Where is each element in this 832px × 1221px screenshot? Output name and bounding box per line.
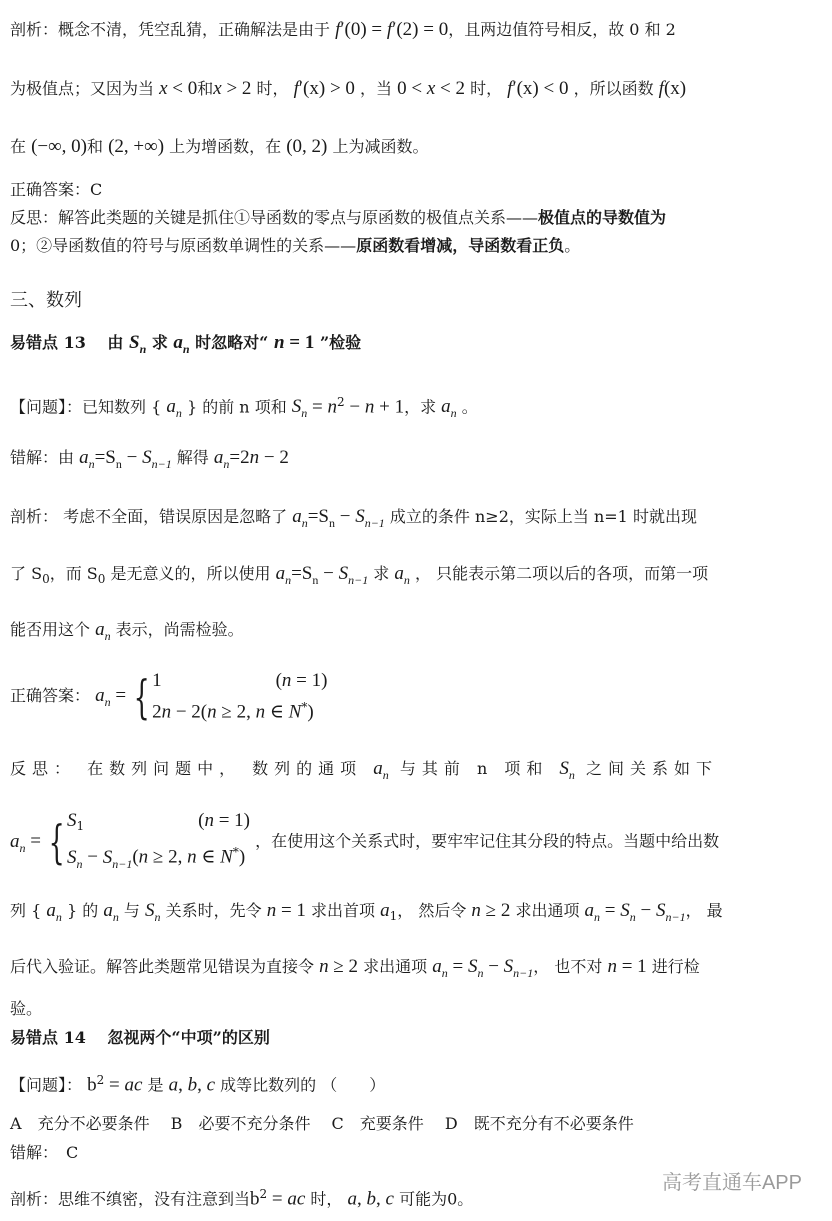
option-b: 必要不充分条件 xyxy=(198,1114,311,1133)
reflection-13: $a_n$ = { $S_1$ (n = 1) $S_n - S_{n-1}(n \ge 2$, n ∈ N*) ，在使用这个关系式时，要牢牢记住其分段的特点。当题中给出数 xyxy=(10,810,720,871)
reflection-label: 反思： xyxy=(10,208,59,227)
watermark: 高考直通车APP xyxy=(661,1172,802,1194)
option-c: 充要条件 xyxy=(359,1114,424,1133)
analysis-13: 剖析： 考虑不全面，错误原因是忽略了 $a_n=S_n - S_{n-1}$ 成立的条件 n≥2，实际上当 n=1 时就出现 xyxy=(10,506,697,530)
options-14: A 充分不必要条件 B 必要不充分条件 C 充要条件 D 既不充分有不必要条件 xyxy=(10,1114,634,1133)
wrong-solution-13: 错解：由 $a_n=S_n - S_{n-1}$ 解得 $a_n=2n - 2$ xyxy=(10,447,289,471)
reflection-13: 后代入验证。解答此类题常见错误为直接令 n ≥ 2 求出通项 $a_n = S_n - S_{n-1}$， 也不对 n = 1 进行检 xyxy=(10,956,700,980)
reflection-line: 0；②导函数值的符号与原函数单调性的关系——原函数看增减，导函数看正负。 xyxy=(10,236,581,255)
text-line: 为极值点；又因为当 x < 0和x > 2 时， f′(x) > 0 ，当 0 < x < 2 时， f′(x) < 0 ，所以函数 f(x) xyxy=(10,78,687,99)
correct-answer: 正确答案：C xyxy=(10,180,103,199)
item-13-title: 易错点 13 由 $S_n$ 求 $a_n$ 时忽略对“ n = 1 ”检验 xyxy=(10,332,362,356)
text-line: 在 (−∞, 0)和 (2, +∞) 上为增函数，在 (0, 2) 上为减函数。 xyxy=(10,136,429,157)
problem-14: 【问题】： $b^2$ = ac 是 a, b, c 成等比数列的 （ ） xyxy=(10,1073,386,1096)
text-line: 剖析：概念不清，凭空乱猜，正确解法是由于 f′(0) = f′(2) = 0，且两边值符号相反，故 0 和 2 xyxy=(10,19,676,40)
answer-13: 正确答案： $a_n$ = { 1 (n = 1) 2n − 2(n ≥ 2, n ∈ N*) xyxy=(10,669,328,724)
reflection-text: 解答此类题的关键是抓住①导函数的零点与原函数的极值点关系—— xyxy=(58,208,539,227)
item-14-title: 易错点 14 忽视两个“中项”的区别 xyxy=(10,1028,270,1047)
option-a: 充分不必要条件 xyxy=(37,1114,150,1133)
reflection-line xyxy=(10,206,666,230)
analysis-13: 能否用这个 $a_n$ 表示，尚需检验。 xyxy=(10,619,244,643)
reflection-bold: 原函数看增减，导函数看正负 xyxy=(356,236,565,255)
problem-13: 【问题】：已知数列 { $a_n$ } 的前 n 项和 $S_n = n^2 - n + 1$，求 $a_n$ 。 xyxy=(10,395,478,421)
wrong-solution-14: 错解： C xyxy=(10,1143,79,1162)
reflection-text: 0；②导函数值的符号与原函数单调性的关系—— xyxy=(10,236,357,255)
reflection-13: 验。 xyxy=(10,999,43,1018)
analysis-13: 了 $S_0$，而 $S_0$ 是无意义的，所以使用 $a_n=S_n - S_{n-1}$ 求 $a_n$ ， 只能表示第二项以后的各项，而第一项 xyxy=(10,563,709,587)
reflection-13: 列 { $a_n$ } 的 $a_n$ 与 $S_n$ 关系时，先令 n = 1 求出首项 $a_1$， 然后令 n ≥ 2 求出通项 $a_n = S_n - S_{n-1}$， 最 xyxy=(10,900,723,924)
analysis-14: 剖析：思维不缜密，没有注意到当$b^2$ = ac 时， a, b, c 可能为0。 xyxy=(10,1187,474,1210)
reflection-13: 反思： 在数列问题中， 数列的通项 $a_n$ 与其前 n 项和 $S_n$ 之间关系如下 xyxy=(10,758,719,782)
section-heading: 三、数列 xyxy=(10,290,82,311)
option-d: 既不充分有不必要条件 xyxy=(473,1114,634,1133)
reflection-bold: 极值点的导数值为 xyxy=(538,208,667,227)
